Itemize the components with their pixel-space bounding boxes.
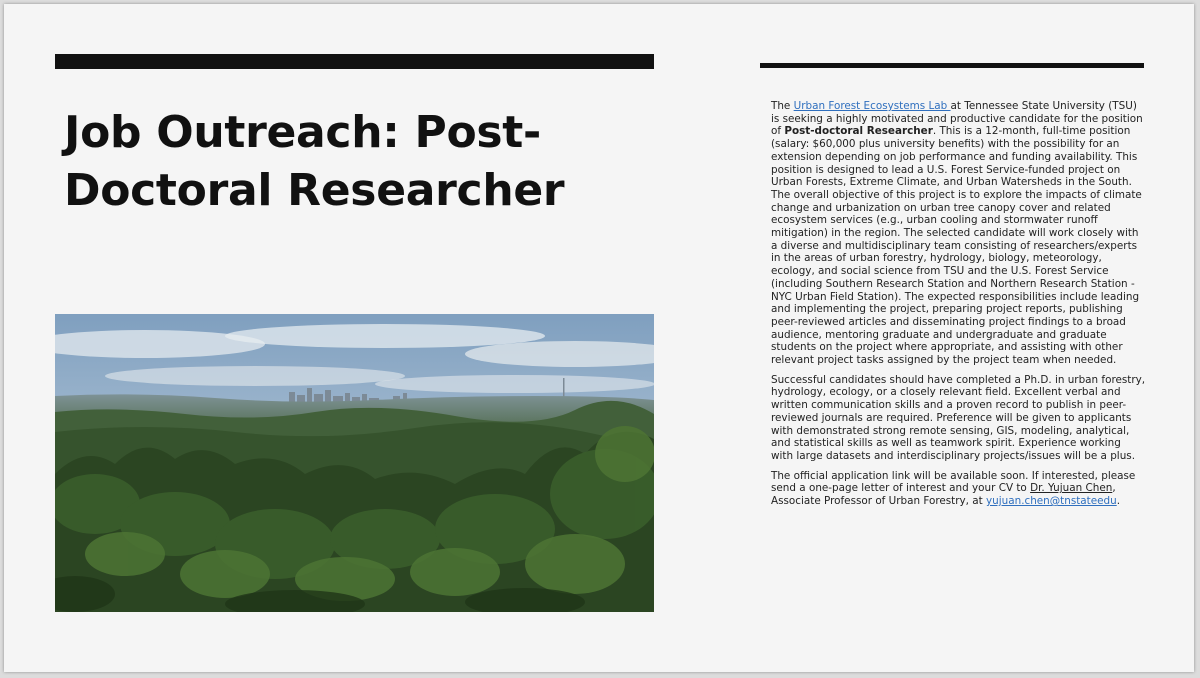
job-overview-paragraph: The Urban Forest Ecosystems Lab at Tennessee State University (TSU) is seeking a highly motivated and productive candidate for the position of Post-doctoral Researcher. This is a 12-month, full-time position (salary: $60,000 plus university benefits) with the possibility for an extension depending on job performance and funding availability. This position is designed to lead a U.S. Forest Service-funded project on Urban Forests, Extreme Climate, and Urban Watersheds in the South. The overall objective of this project is to explore the impacts of climate change and urbanization on urban tree canopy cover and related ecosystem services (e.g., urban cooling and stormwater runoff mitigation) in the region. The selected candidate will work closely with a diverse and multidisciplinary team consisting of researchers/experts in the areas of urban forestry, hydrology, biology, meteorology, ecology, and social science from TSU and the U.S. Forest Service (including Southern Research Station and Northern Research Station - NYC Urban Field Station). The expected responsibilities include leading and implementing the project, preparing project reports, publishing peer-reviewed articles and disseminating project findings to a broad audience, mentoring graduate and undergraduate and graduate students on the project where appropriate, and assisting with other relevant project tasks assigned by the project team when needed. bbox=[771, 100, 1143, 367]
contact-email-link[interactable]: yujuan.chen@tnstateedu bbox=[986, 495, 1117, 508]
job-description bbox=[771, 100, 1146, 515]
contact-person: Dr. Yujuan Chen bbox=[1030, 482, 1113, 495]
lab-link[interactable]: Urban Forest Ecosystems Lab bbox=[793, 100, 951, 112]
qualifications-paragraph: Successful candidates should have completed a Ph.D. in urban forestry, hydrology, ecology, or a closely relevant field. Excellent verbal and written communication skills and a proven record to publish in peer-reviewed journals are required. Preference will be given to applicants with demonstrated strong remote sensing, GIS, modeling, analytical, and statistical skills as well as teamwork spirit. Experience working with large datasets and interdisciplinary projects/issues will be a plus. bbox=[771, 373, 1146, 462]
body-accent-bar bbox=[760, 63, 1144, 68]
slide bbox=[4, 4, 1194, 672]
slide-title: Job Outreach: Post-Doctoral Researcher bbox=[64, 107, 565, 216]
title-accent-bar bbox=[55, 54, 654, 69]
forest-skyline-photo bbox=[55, 314, 654, 612]
application-paragraph: The official application link will be available soon. If interested, please send a one-page letter of interest and your CV to Dr. Yujuan Chen, Associate Professor of Urban Forestry, at yujuan.chen@tnstateedu. bbox=[771, 469, 1136, 508]
position-title: Post-doctoral Researcher bbox=[784, 125, 933, 138]
